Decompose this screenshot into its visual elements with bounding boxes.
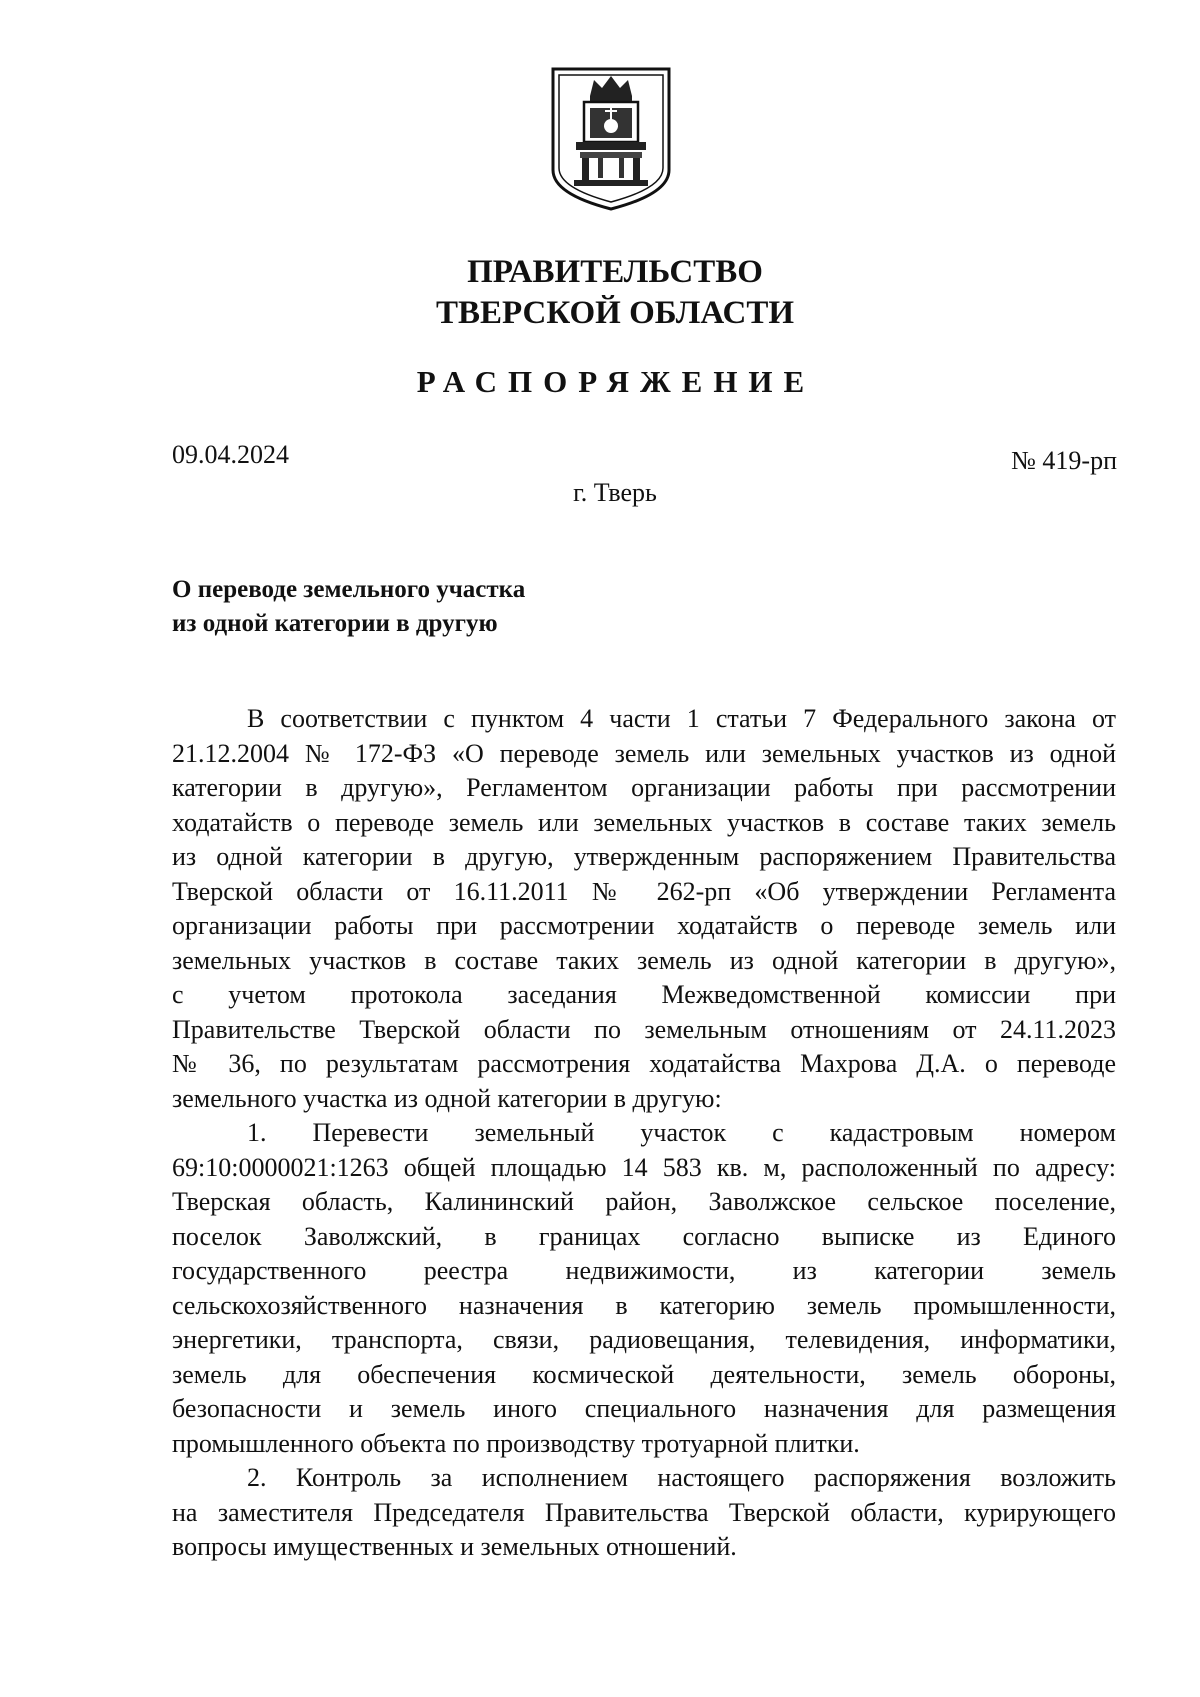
body-line: категории в другую», Регламентом организации работы при рассмотрении <box>172 773 1116 802</box>
body-line: энергетики, транспорта, связи, радиовещания, телевидения, информатики, <box>172 1325 1116 1354</box>
coat-of-arms-icon <box>550 66 672 212</box>
org-name-line-2: ТВЕРСКОЙ ОБЛАСТИ <box>435 295 795 331</box>
subject-line-1: О переводе земельного участка <box>172 576 526 603</box>
body-line: 2. Контроль за исполнением настоящего распоряжения возложить <box>247 1463 1116 1492</box>
body-line: В соответствии с пунктом 4 части 1 статьи 7 Федерального закона от <box>247 704 1116 733</box>
body-line: № 36, по результатам рассмотрения ходатайства Махрова Д.А. о переводе <box>172 1049 1116 1078</box>
body-line: земельных участков в составе таких земель из одной категории в другую», <box>172 945 1116 975</box>
subject-line-2: из одной категории в другую <box>172 610 498 637</box>
body-line: ходатайств о переводе земель или земельных участков в составе таких земель <box>172 807 1116 837</box>
body-line: Тверская область, Калининский район, Заволжское сельское поселение, <box>172 1187 1116 1216</box>
body-line: поселок Заволжский, в границах согласно выписке из Единого <box>172 1221 1116 1251</box>
body-line: государственного реестра недвижимости, из категории земель <box>172 1256 1116 1285</box>
organization-name <box>0 252 1200 334</box>
body-line: на заместителя Председателя Правительства Тверской области, курирующего <box>172 1497 1116 1527</box>
document-subject <box>172 573 525 641</box>
body-line: из одной категории в другую, утвержденным распоряжением Правительства <box>172 842 1116 871</box>
body-line: безопасности и земель иного специального назначения для размещения <box>172 1394 1116 1423</box>
org-name-line-1: ПРАВИТЕЛЬСТВО <box>467 254 763 290</box>
body-line: 69:10:0000021:1263 общей площадью 14 583 кв. м, расположенный по адресу: <box>172 1152 1116 1182</box>
body-line: 21.12.2004 № 172-ФЗ «О переводе земель или земельных участков из одной <box>172 738 1116 768</box>
body-line: промышленного объекта по производству тротуарной плитки. <box>172 1428 860 1458</box>
document-body <box>172 702 1116 1565</box>
body-line: земельного участка из одной категории в другую: <box>172 1083 722 1113</box>
document-date: 09.04.2024 <box>172 440 289 469</box>
document-number: № 419-рп <box>1011 446 1117 475</box>
body-line: вопросы имущественных и земельных отношений. <box>172 1532 737 1561</box>
body-line: с учетом протокола заседания Межведомственной комиссии при <box>172 980 1116 1009</box>
body-line: сельскохозяйственного назначения в категорию земель промышленности, <box>172 1290 1116 1320</box>
body-line: Тверской области от 16.11.2011 № 262-рп «Об утверждении Регламента <box>172 876 1116 906</box>
body-line: 1. Перевести земельный участок с кадастровым номером <box>247 1118 1116 1147</box>
body-line: организации работы при рассмотрении ходатайств о переводе земель или <box>172 911 1116 940</box>
document-type: РАСПОРЯЖЕНИЕ <box>416 364 816 399</box>
document-city: г. Тверь <box>573 478 657 507</box>
body-line: Правительстве Тверской области по земельным отношениям от 24.11.2023 <box>172 1014 1116 1044</box>
body-line: земель для обеспечения космической деятельности, земель обороны, <box>172 1359 1116 1389</box>
